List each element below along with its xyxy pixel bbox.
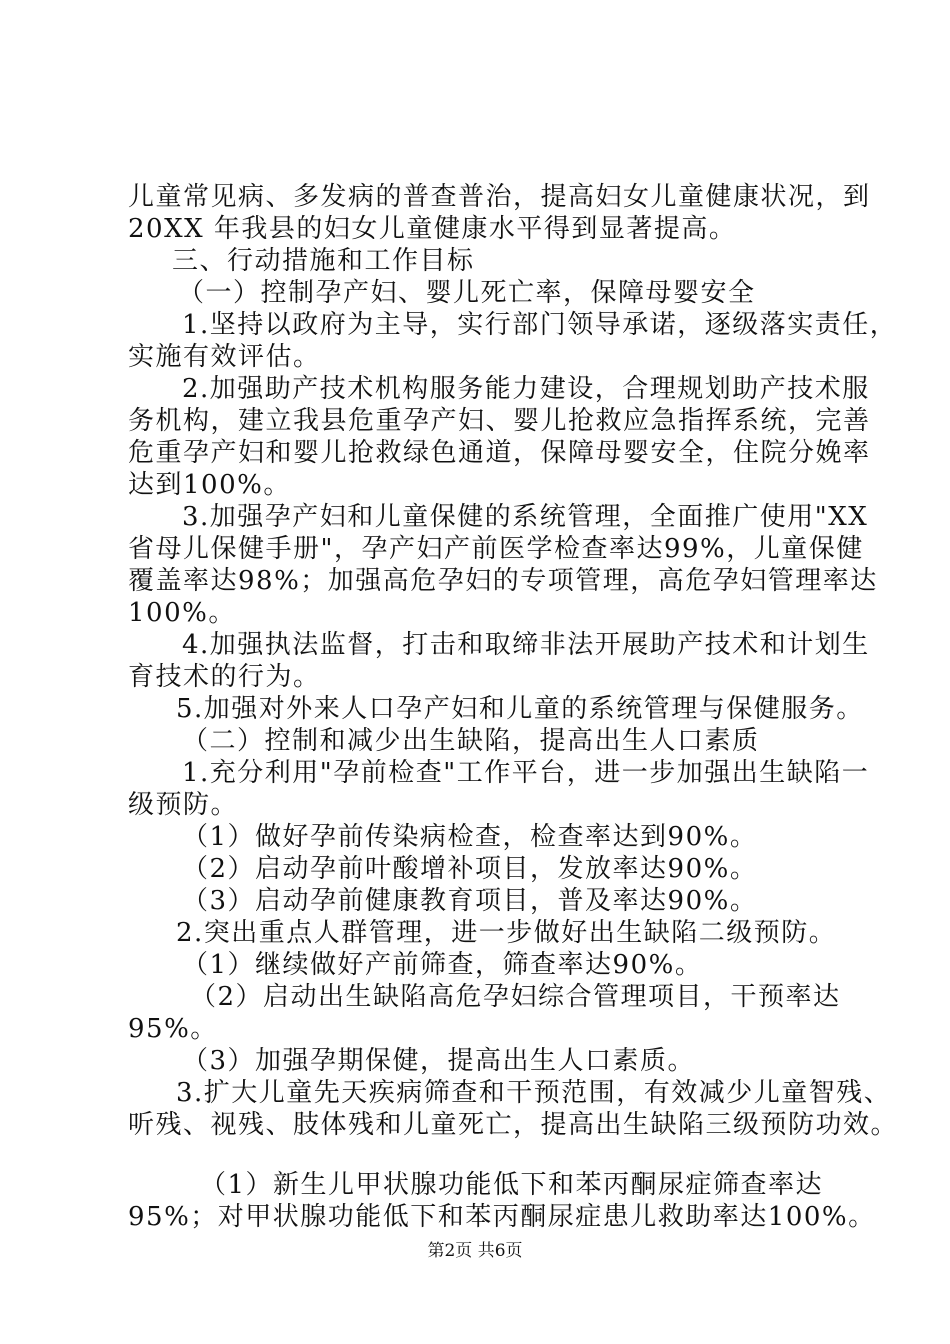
list-item: （1）继续做好产前筛查，筛查率达90%。 xyxy=(182,950,703,980)
list-item: （3）启动孕前健康教育项目，普及率达90%。 xyxy=(182,886,758,916)
paragraph-line: 3.扩大儿童先天疾病筛查和干预范围，有效减少儿童智残、 xyxy=(176,1078,892,1108)
paragraph-line: 3.加强孕产妇和儿童保健的系统管理，全面推广使用"XX xyxy=(182,502,869,532)
list-item: （2）启动孕前叶酸增补项目，发放率达90%。 xyxy=(182,854,758,884)
paragraph-line: 95%。 xyxy=(128,1014,218,1044)
paragraph-line: 1.充分利用"孕前检查"工作平台，进一步加强出生缺陷一 xyxy=(182,758,870,788)
paragraph-line: 5.加强对外来人口孕产妇和儿童的系统管理与保健服务。 xyxy=(176,694,864,724)
paragraph-line: 2.加强助产技术机构服务能力建设，合理规划助产技术服 xyxy=(182,374,870,404)
paragraph-line: 务机构，建立我县危重孕产妇、婴儿抢救应急指挥系统，完善 xyxy=(128,406,871,436)
list-item: （3）加强孕期保健，提高出生人口素质。 xyxy=(182,1046,696,1076)
paragraph-line: 听残、视残、肢体残和儿童死亡，提高出生缺陷三级预防功效。 xyxy=(128,1110,899,1140)
page-footer: 第2页 共6页 xyxy=(427,1241,523,1261)
paragraph-line: 20XX 年我县的妇女儿童健康水平得到显著提高。 xyxy=(128,214,737,244)
list-item: （1）新生儿甲状腺功能低下和苯丙酮尿症筛查率达 xyxy=(200,1170,824,1200)
paragraph-line: 100%。 xyxy=(128,598,236,628)
paragraph-line: 育技术的行为。 xyxy=(128,662,321,692)
paragraph-line: 达到100%。 xyxy=(128,470,291,500)
list-item: （2）启动出生缺陷高危孕妇综合管理项目，干预率达 xyxy=(190,982,841,1012)
paragraph-line: 危重孕产妇和婴儿抢救绿色通道，保障母婴安全，住院分娩率 xyxy=(128,438,871,468)
paragraph-line: 级预防。 xyxy=(128,790,239,820)
paragraph-line: 覆盖率达98%；加强高危孕妇的专项管理，高危孕妇管理率达 xyxy=(128,566,878,596)
list-item: （1）做好孕前传染病检查，检查率达到90%。 xyxy=(182,822,758,852)
paragraph-line: 4.加强执法监督，打击和取缔非法开展助产技术和计划生 xyxy=(182,630,870,660)
paragraph-line: 省母儿保健手册"，孕产妇产前医学检查率达99%，儿童保健 xyxy=(128,534,864,564)
paragraph-line: 1.坚持以政府为主导，实行部门领导承诺，逐级落实责任， xyxy=(182,310,898,340)
section-heading: 三、行动措施和工作目标 xyxy=(172,246,475,276)
subsection-heading: （二）控制和减少出生缺陷，提高出生人口素质 xyxy=(182,726,760,756)
paragraph-line: 儿童常见病、多发病的普查普治，提高妇女儿童健康状况，到 xyxy=(128,182,871,212)
paragraph-line: 95%；对甲状腺功能低下和苯丙酮尿症患儿救助率达100%。 xyxy=(128,1202,876,1232)
paragraph-line: 实施有效评估。 xyxy=(128,342,321,372)
paragraph-line: 2.突出重点人群管理，进一步做好出生缺陷二级预防。 xyxy=(176,918,837,948)
subsection-heading: （一）控制孕产妇、婴儿死亡率，保障母婴安全 xyxy=(178,278,756,308)
